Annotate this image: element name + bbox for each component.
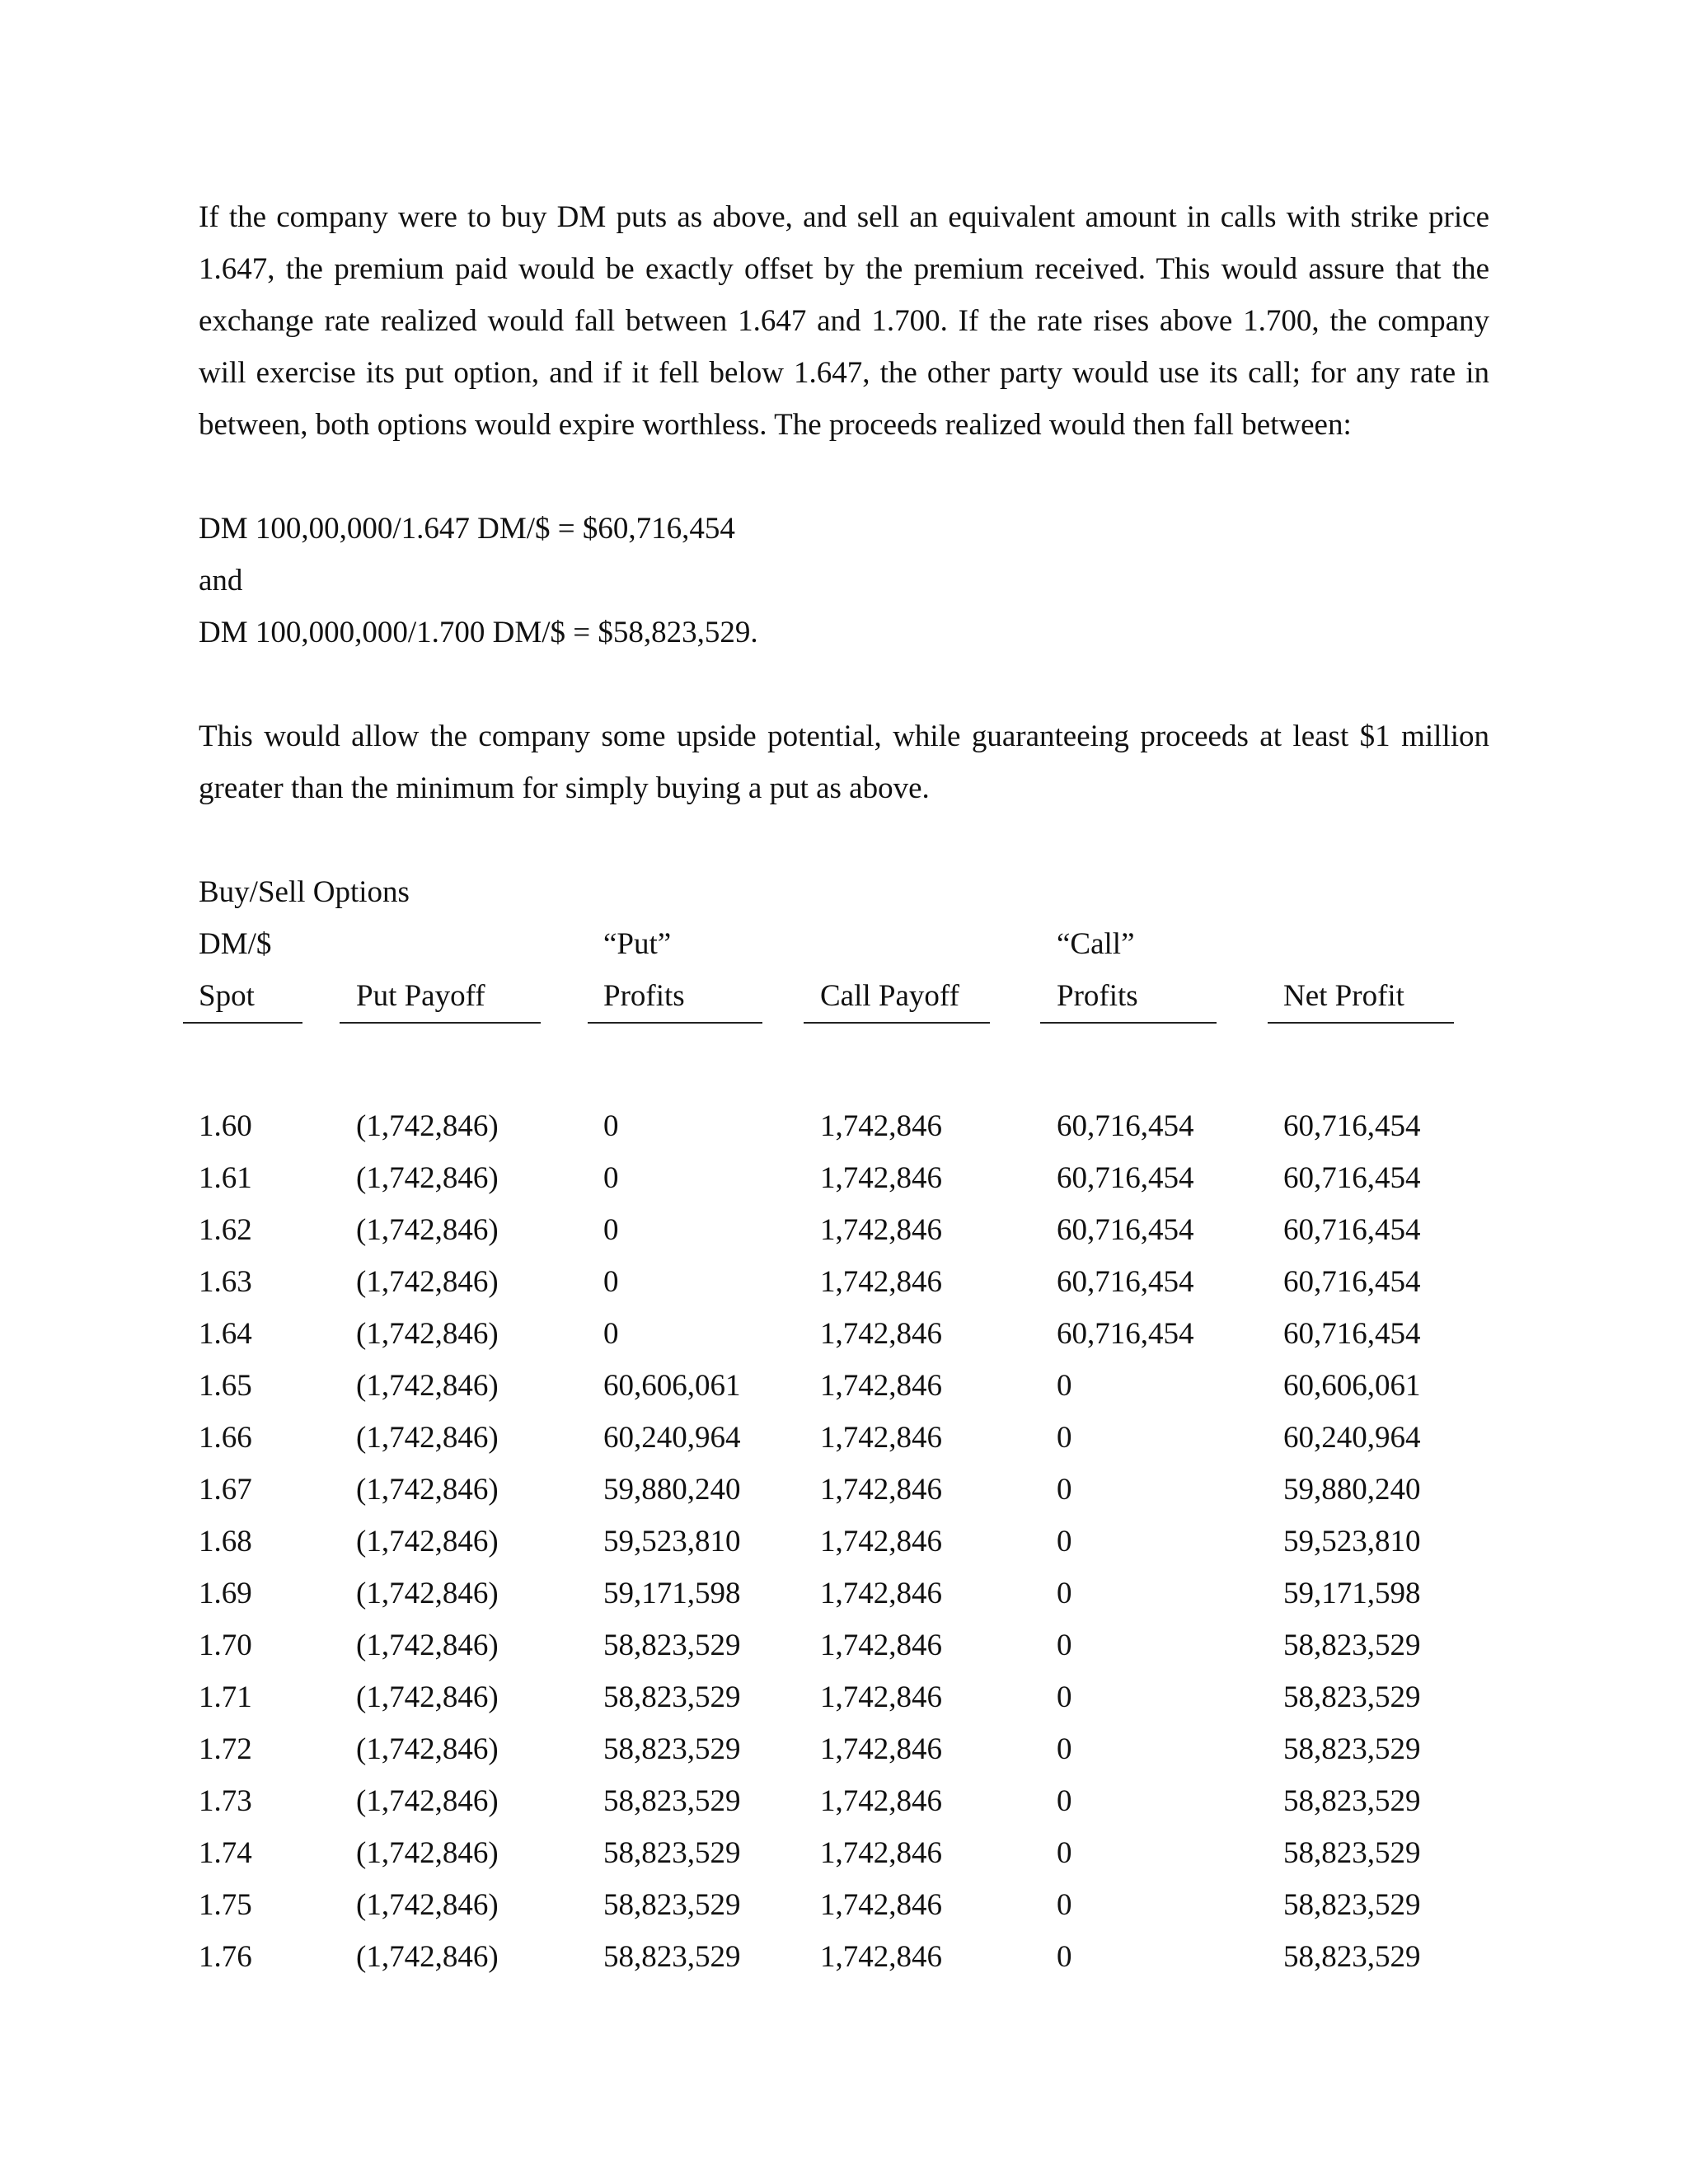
table-cell: 0	[603, 1109, 619, 1143]
table-header-row-2	[199, 970, 1489, 1022]
table-cell: 0	[1057, 1577, 1072, 1610]
table-cell: (1,742,846)	[356, 1109, 499, 1143]
table-cell: (1,742,846)	[356, 1317, 499, 1351]
table-cell: 58,823,529	[1283, 1629, 1421, 1662]
table-cell: (1,742,846)	[356, 1525, 499, 1558]
table-cell: 1.65	[199, 1369, 252, 1403]
table-cell: 0	[1057, 1421, 1072, 1455]
table-cell: 1,742,846	[820, 1629, 942, 1662]
table-cell: 1.74	[199, 1836, 252, 1870]
table-cell: 58,823,529	[603, 1888, 741, 1922]
table-cell: 1.63	[199, 1265, 252, 1299]
table-cell: 59,880,240	[1283, 1473, 1421, 1507]
table-cell: 0	[603, 1317, 619, 1351]
table-cell: 58,823,529	[603, 1784, 741, 1818]
document-page	[199, 191, 1489, 1983]
table-cell: 58,823,529	[1283, 1940, 1421, 1974]
table-cell: (1,742,846)	[356, 1213, 499, 1247]
table-cell: 0	[1057, 1680, 1072, 1714]
header-underline	[1268, 1022, 1454, 1024]
table-cell: 1.76	[199, 1940, 252, 1974]
table-cell: (1,742,846)	[356, 1577, 499, 1610]
table-cell: 1.69	[199, 1577, 252, 1610]
table-cell: 59,880,240	[603, 1473, 741, 1507]
table-cell: 1,742,846	[820, 1161, 942, 1195]
table-row	[199, 1619, 1489, 1671]
table-cell: 1.71	[199, 1680, 252, 1714]
table-cell: 59,523,810	[1283, 1525, 1421, 1558]
table-title: Buy/Sell Options	[199, 875, 410, 909]
header-cell: Call Payoff	[820, 979, 959, 1013]
table-body	[199, 1100, 1489, 1983]
table-cell: 1.62	[199, 1213, 252, 1247]
header-underline	[804, 1022, 990, 1024]
header-underline	[1040, 1022, 1217, 1024]
table-cell: (1,742,846)	[356, 1629, 499, 1662]
table-cell: (1,742,846)	[356, 1161, 499, 1195]
table-cell: 1.68	[199, 1525, 252, 1558]
header-cell: Profits	[603, 979, 685, 1013]
table-cell: 0	[1057, 1629, 1072, 1662]
table-cell: 1,742,846	[820, 1525, 942, 1558]
table-row	[199, 1827, 1489, 1879]
header-cell: Profits	[1057, 979, 1138, 1013]
table-header-row-1	[199, 918, 1489, 970]
table-cell: 0	[603, 1213, 619, 1247]
table-row	[199, 1360, 1489, 1412]
paragraph-collar-strategy: If the company were to buy DM puts as above, and sell an equivalent amount in calls with strike price 1.647, the premium paid would be exactly offset by the premium received. This would assure that the exchange rate realized would fall between 1.647 and 1.700. If the rate rises above 1.700, the company will exercise its put option, and if it fell below 1.647, the other party would use its call; for any rate in between, both options would expire worthless. The proceeds realized would then fall between:	[199, 200, 1489, 442]
table-cell: (1,742,846)	[356, 1784, 499, 1818]
table-cell: 60,240,964	[1283, 1421, 1421, 1455]
and-connector: and	[199, 564, 243, 598]
table-cell: 58,823,529	[1283, 1836, 1421, 1870]
table-cell: 1.70	[199, 1629, 252, 1662]
paragraph-upside-potential: This would allow the company some upside potential, while guaranteeing proceeds at least $1 million greater than the minimum for simply buying a put as above.	[199, 719, 1489, 805]
table-cell: (1,742,846)	[356, 1680, 499, 1714]
table-row	[199, 1568, 1489, 1619]
table-cell: (1,742,846)	[356, 1836, 499, 1870]
table-cell: 1.60	[199, 1109, 252, 1143]
table-cell: 60,716,454	[1057, 1109, 1194, 1143]
table-cell: (1,742,846)	[356, 1473, 499, 1507]
table-cell: (1,742,846)	[356, 1732, 499, 1766]
table-cell: 1.61	[199, 1161, 252, 1195]
table-cell: 1.67	[199, 1473, 252, 1507]
table-cell: (1,742,846)	[356, 1265, 499, 1299]
table-cell: (1,742,846)	[356, 1369, 499, 1403]
table-cell: 1,742,846	[820, 1421, 942, 1455]
table-cell: 58,823,529	[603, 1940, 741, 1974]
table-cell: 58,823,529	[603, 1836, 741, 1870]
table-cell: 60,716,454	[1057, 1317, 1194, 1351]
equation-lower-bound: DM 100,00,000/1.647 DM/$ = $60,716,454	[199, 512, 735, 546]
spacer	[199, 1050, 1489, 1100]
header-cell: Net Profit	[1283, 979, 1404, 1013]
header-cell: Spot	[199, 979, 255, 1013]
table-cell: 1,742,846	[820, 1317, 942, 1351]
table-cell: 1,742,846	[820, 1109, 942, 1143]
table-cell: 1,742,846	[820, 1680, 942, 1714]
table-cell: 0	[603, 1161, 619, 1195]
table-cell: 60,716,454	[1283, 1317, 1421, 1351]
table-cell: 1,742,846	[820, 1784, 942, 1818]
table-cell: 1,742,846	[820, 1577, 942, 1610]
table-row	[199, 1775, 1489, 1827]
table-cell: 58,823,529	[603, 1680, 741, 1714]
table-cell: 60,606,061	[603, 1369, 741, 1403]
table-cell: 60,716,454	[1057, 1161, 1194, 1195]
table-cell: (1,742,846)	[356, 1421, 499, 1455]
spacer	[199, 451, 1489, 503]
table-cell: 0	[603, 1265, 619, 1299]
header-cell: “Call”	[1057, 927, 1135, 961]
table-cell: (1,742,846)	[356, 1888, 499, 1922]
table-cell: 58,823,529	[1283, 1732, 1421, 1766]
table-cell: 1,742,846	[820, 1888, 942, 1922]
equation-upper-bound: DM 100,000,000/1.700 DM/$ = $58,823,529.	[199, 616, 758, 649]
table-cell: 60,716,454	[1057, 1265, 1194, 1299]
table-cell: 60,240,964	[603, 1421, 741, 1455]
table-cell: 1,742,846	[820, 1940, 942, 1974]
table-cell: 1.75	[199, 1888, 252, 1922]
table-cell: 1.66	[199, 1421, 252, 1455]
header-cell: “Put”	[603, 927, 672, 961]
table-row	[199, 1256, 1489, 1308]
table-cell: 0	[1057, 1836, 1072, 1870]
table-cell: 1,742,846	[820, 1732, 942, 1766]
table-cell: 60,716,454	[1283, 1109, 1421, 1143]
table-row	[199, 1516, 1489, 1568]
table-row	[199, 1931, 1489, 1983]
table-cell: 58,823,529	[603, 1732, 741, 1766]
spacer	[199, 658, 1489, 710]
table-cell: 58,823,529	[1283, 1784, 1421, 1818]
header-underline	[588, 1022, 762, 1024]
header-cell: Put Payoff	[356, 979, 485, 1013]
header-underline	[183, 1022, 302, 1024]
table-cell: 1,742,846	[820, 1265, 942, 1299]
header-underlines	[199, 1022, 1489, 1050]
table-cell: 59,523,810	[603, 1525, 741, 1558]
table-cell: 59,171,598	[1283, 1577, 1421, 1610]
options-table	[199, 918, 1489, 1983]
table-cell: 58,823,529	[1283, 1888, 1421, 1922]
table-cell: 60,716,454	[1057, 1213, 1194, 1247]
table-cell: 58,823,529	[603, 1629, 741, 1662]
table-row	[199, 1723, 1489, 1775]
table-cell: 0	[1057, 1784, 1072, 1818]
table-row	[199, 1204, 1489, 1256]
table-cell: 1.72	[199, 1732, 252, 1766]
table-cell: 60,606,061	[1283, 1369, 1421, 1403]
table-cell: 0	[1057, 1940, 1072, 1974]
table-cell: 1.64	[199, 1317, 252, 1351]
table-row	[199, 1671, 1489, 1723]
table-cell: 0	[1057, 1888, 1072, 1922]
table-cell: (1,742,846)	[356, 1940, 499, 1974]
table-cell: 60,716,454	[1283, 1213, 1421, 1247]
table-row	[199, 1100, 1489, 1152]
table-row	[199, 1464, 1489, 1516]
table-row	[199, 1308, 1489, 1360]
table-cell: 1,742,846	[820, 1213, 942, 1247]
table-cell: 58,823,529	[1283, 1680, 1421, 1714]
table-cell: 1,742,846	[820, 1473, 942, 1507]
spacer	[199, 814, 1489, 866]
table-cell: 1.73	[199, 1784, 252, 1818]
table-cell: 60,716,454	[1283, 1161, 1421, 1195]
table-cell: 59,171,598	[603, 1577, 741, 1610]
table-row	[199, 1412, 1489, 1464]
table-cell: 1,742,846	[820, 1836, 942, 1870]
table-cell: 60,716,454	[1283, 1265, 1421, 1299]
table-cell: 1,742,846	[820, 1369, 942, 1403]
table-cell: 0	[1057, 1473, 1072, 1507]
table-row	[199, 1879, 1489, 1931]
table-row	[199, 1152, 1489, 1204]
table-cell: 0	[1057, 1525, 1072, 1558]
table-cell: 0	[1057, 1369, 1072, 1403]
header-cell: DM/$	[199, 927, 272, 961]
header-underline	[340, 1022, 541, 1024]
table-cell: 0	[1057, 1732, 1072, 1766]
